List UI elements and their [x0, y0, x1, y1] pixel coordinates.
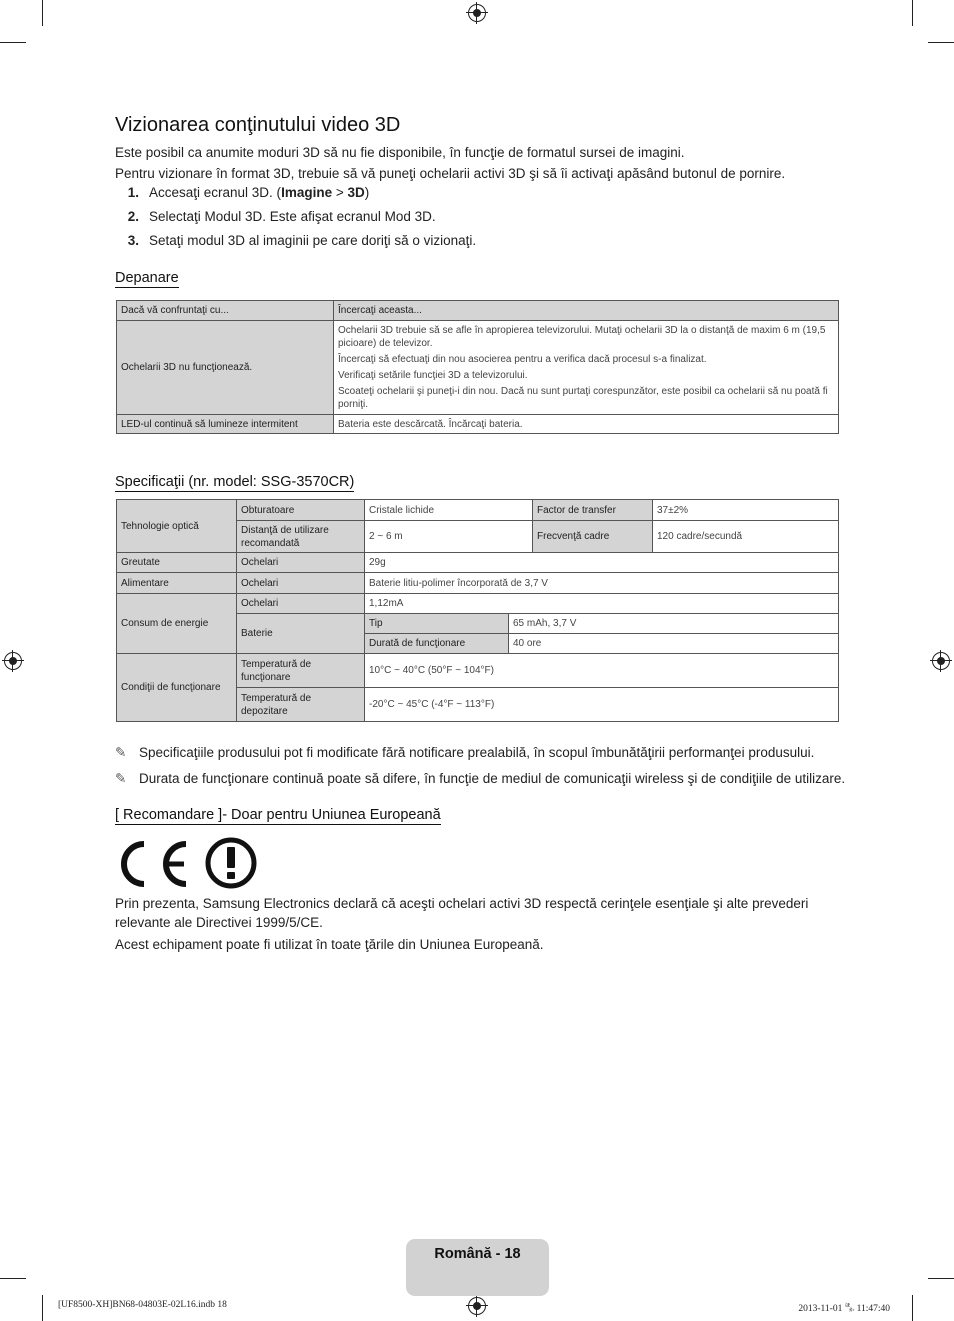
menu-imagine: Imagine [281, 185, 333, 200]
registration-mark-icon [468, 1297, 486, 1315]
spec-label: Obturatoare [237, 500, 365, 521]
spec-label: Temperatură de depozitare [237, 688, 365, 722]
spec-value: 37±2% [653, 500, 839, 521]
note-1 [115, 745, 814, 761]
table-row [117, 573, 839, 594]
spec-label: Consum de energie [117, 594, 237, 654]
solution-line: Încercaţi să efectuaţi din nou asocierea pentru a verifica dacă procesul s-a finalizat. [338, 354, 707, 365]
table-row [117, 500, 839, 521]
crop-mark [42, 0, 43, 26]
step-separator: > [332, 185, 348, 200]
spec-value: 2 ~ 6 m [365, 521, 533, 553]
solution-cell [334, 321, 839, 415]
spec-label: Ochelari [237, 553, 365, 573]
problem-cell: Ochelarii 3D nu funcţionează. [117, 321, 334, 415]
table-row [117, 301, 839, 321]
pencil-note-icon: ✎ [115, 745, 127, 760]
spec-label: Distanţă de utilizare recomandată [237, 521, 365, 553]
problem-cell: LED-ul continuă să lumineze intermitent [117, 415, 334, 434]
table-header-cell: Încercaţi aceasta... [334, 301, 839, 321]
spec-label: Condiţii de funcţionare [117, 654, 237, 722]
recommend-paragraph-2: Acest echipament poate fi utilizat în toate ţările din Uniunea Europeană. [115, 937, 544, 952]
ce-mark-icon [114, 839, 192, 889]
step-3 [115, 233, 476, 248]
spec-value: 120 cadre/secundă [653, 521, 839, 553]
table-row [117, 654, 839, 688]
menu-3d: 3D [347, 185, 365, 200]
note-text: Specificaţiile produsului pot fi modificate fără notificare prealabilă, în scopul îmbunătăţirii performanţei produsului. [139, 745, 815, 760]
solution-cell: Bateria este descărcată. Încărcaţi bateria. [334, 415, 839, 434]
spec-label: Alimentare [117, 573, 237, 594]
crop-mark [0, 42, 26, 43]
table-row [117, 321, 839, 415]
step-number: 2. [127, 209, 139, 224]
step-text-end: ) [364, 185, 370, 200]
recommend-title: [ Recomandare ]- Doar pentru Uniunea Europeană [115, 807, 441, 823]
spec-label: Durată de funcţionare [365, 634, 509, 654]
solution-line: Verificaţi setările funcţiei 3D a televizorului. [338, 370, 528, 381]
crop-mark [912, 0, 913, 26]
spec-label: Baterie [237, 614, 365, 654]
page-number: Română - 18 [434, 1246, 521, 1262]
step-2 [115, 209, 436, 224]
recommend-paragraph-1: Prin prezenta, Samsung Electronics declară că aceşti ochelari activi 3D respectă cerinţele esenţiale şi alte prevederi relevante ale Directivei 1999/5/CE. [115, 896, 809, 930]
imprint-file: [UF8500-XH]BN68-04803E-02L16.indb 18 [58, 1300, 227, 1310]
step-number: 3. [127, 233, 139, 248]
spec-label: Frecvenţă cadre [533, 521, 653, 553]
spec-label: Ochelari [237, 594, 365, 614]
spec-value: 10°C ~ 40°C (50°F ~ 104°F) [365, 654, 839, 688]
intro-line-2: Pentru vizionare în format 3D, trebuie să vă puneţi ochelarii activi 3D şi să îi activaţi apăsând butonul de pornire. [115, 166, 786, 181]
specs-title: Specificaţii (nr. model: SSG-3570CR) [115, 474, 355, 490]
step-text: Setaţi modul 3D al imaginii pe care doriţi să o vizionaţi. [149, 233, 477, 248]
crop-mark [42, 1295, 43, 1321]
spec-label: Temperatură de funcţionare [237, 654, 365, 688]
intro-line-1: Este posibil ca anumite moduri 3D să nu fie disponibile, în funcţie de formatul sursei de imagini. [115, 145, 685, 160]
step-number: 1. [127, 185, 139, 200]
spec-label: Tehnologie optică [117, 500, 237, 553]
table-row [117, 594, 839, 614]
pencil-note-icon: ✎ [115, 771, 127, 786]
spec-value: 65 mAh, 3,7 V [509, 614, 839, 634]
solution-line: Scoateţi ochelarii şi puneţi-i din nou. Dacă nu sunt purtaţi corespunzător, este posibil ca ochelarii să nu poată fi porniţi. [338, 386, 828, 410]
page-title: Vizionarea conţinutului video 3D [115, 114, 401, 136]
spec-label: Greutate [117, 553, 237, 573]
alert-mark-icon [204, 836, 258, 890]
imprint-date: 2013-11-01 🈀 11:47:40 [798, 1304, 890, 1314]
spec-label: Factor de transfer [533, 500, 653, 521]
spec-value: 40 ore [509, 634, 839, 654]
spec-value: -20°C ~ 45°C (-4°F ~ 113°F) [365, 688, 839, 722]
note-text: Durata de funcţionare continuă poate să difere, în funcţie de mediul de comunicaţii wireless şi de condiţiile de utilizare. [139, 771, 846, 786]
step-text: Selectaţi Modul 3D. Este afişat ecranul Mod 3D. [149, 209, 436, 224]
registration-mark-icon [4, 652, 22, 670]
troubleshoot-table [116, 300, 839, 434]
registration-mark-icon [932, 652, 950, 670]
solution-line: Ochelarii 3D trebuie să se afle în apropierea televizorului. Mutaţi ochelarii 3D la o distanţă de maxim 6 m (19,5 picioare) de televizor. [338, 325, 826, 349]
table-header-cell: Dacă vă confruntaţi cu... [117, 301, 334, 321]
specs-table [116, 499, 839, 722]
crop-mark [912, 1295, 913, 1321]
crop-mark [0, 1278, 26, 1279]
spec-value: Baterie litiu-polimer încorporată de 3,7 V [365, 573, 839, 594]
spec-label: Tip [365, 614, 509, 634]
crop-mark [928, 1278, 954, 1279]
spec-label: Ochelari [237, 573, 365, 594]
table-row [117, 415, 839, 434]
spec-value: 1,12mA [365, 594, 839, 614]
spec-value: 29g [365, 553, 839, 573]
troubleshoot-title: Depanare [115, 270, 179, 286]
note-2 [115, 771, 845, 787]
table-row [117, 553, 839, 573]
registration-mark-icon [468, 4, 486, 22]
step-text: Accesaţi ecranul 3D. ( [149, 185, 282, 200]
crop-mark [928, 42, 954, 43]
step-1 [115, 185, 369, 200]
spec-value: Cristale lichide [365, 500, 533, 521]
